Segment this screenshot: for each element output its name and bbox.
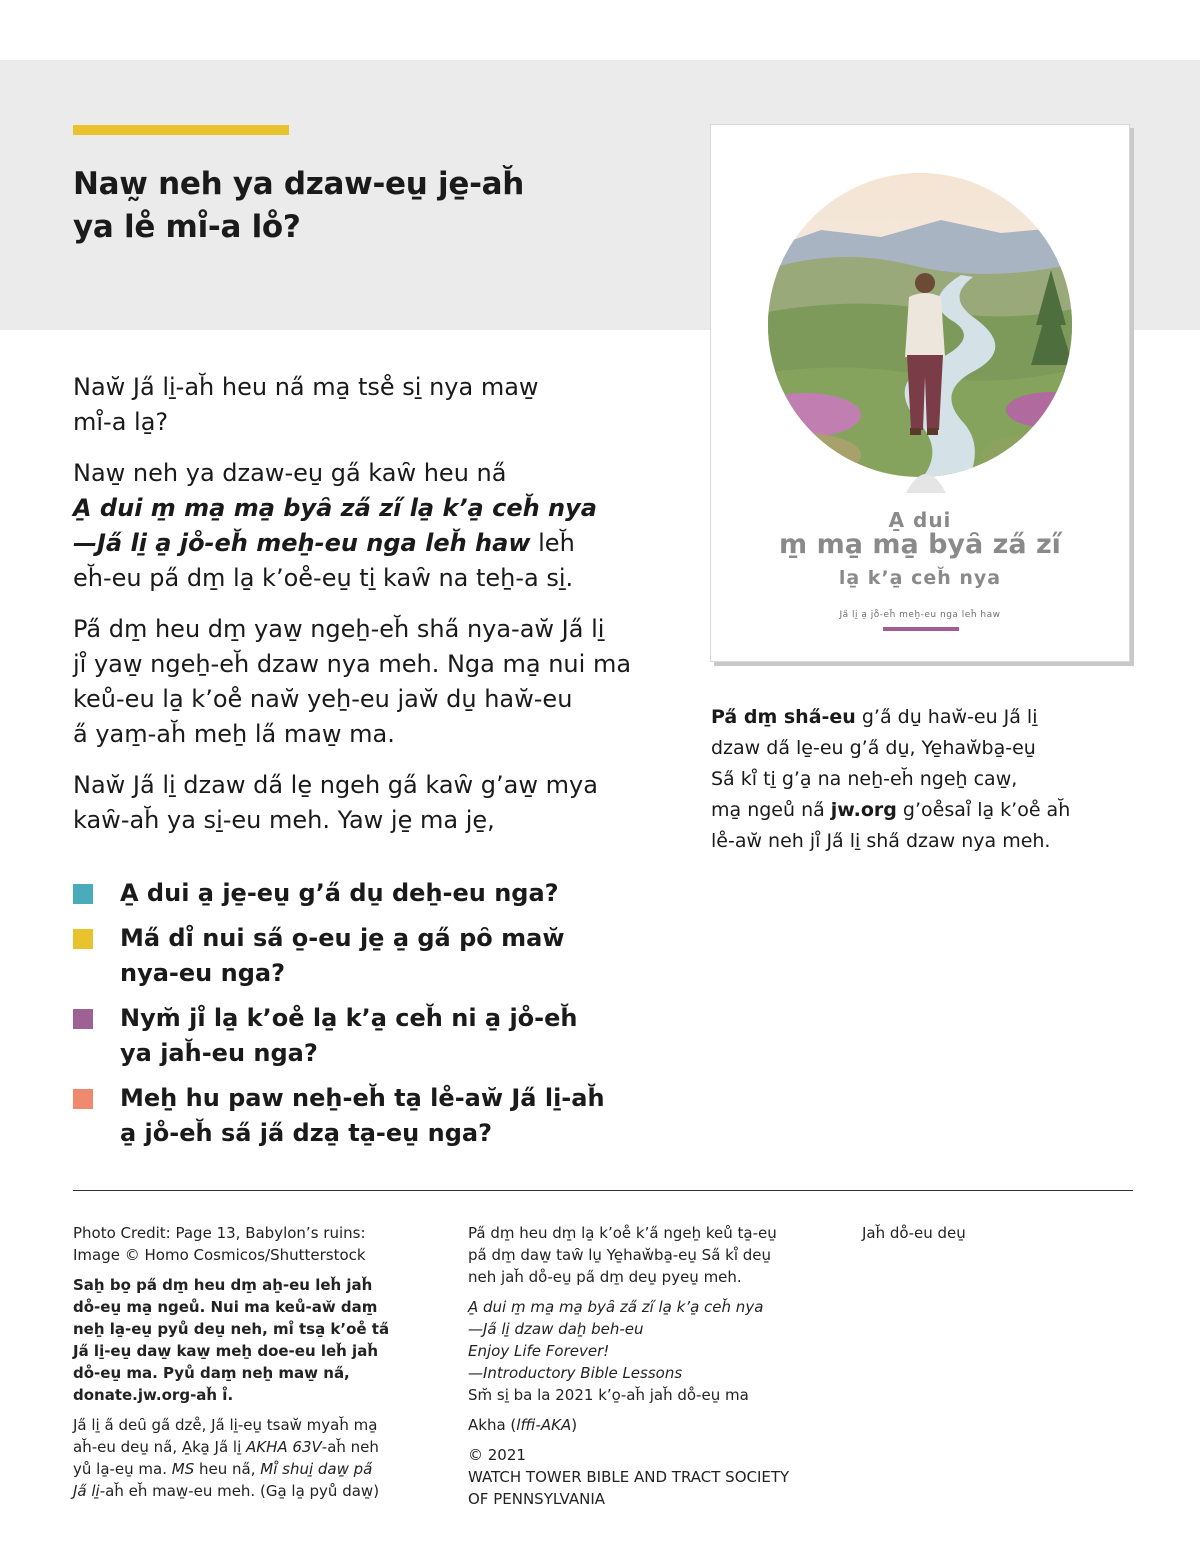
text-line: OF PENNSYLVANIA [468,1490,606,1508]
abbrev: MS [171,1460,195,1478]
footer-column-1 [73,1222,433,1502]
photo-credit [73,1222,433,1266]
cover-title-line-2: m̱ ma̱ ma̱ byȃ za̋ zi̋ [779,529,1061,560]
intro-paragraph-3 [73,612,663,752]
text-line: le̊-aw̆ neh ji̊ Ja̋ li̱ sha̋ dzaw nya meh. [711,830,1051,852]
cover-illustration [711,125,1131,505]
text-line: do̊-eu̱ ma. Pyů dam̱ neẖ maw̱ na̋, [73,1364,350,1382]
text-line: Jah̆ do̊-eu deu̱ [862,1224,966,1242]
brochure-cover [710,124,1130,662]
text-fragment: g’oe̊sai̊ la̱ k’oe̊ ah̆ [896,799,1071,821]
intro-paragraph-2 [73,456,663,596]
text-line [73,1480,433,1502]
yellow-square-bullet [73,929,93,949]
page-title [73,163,633,249]
text-line: —Introductory Bible Lessons [468,1364,683,1382]
publication-titles [468,1296,838,1406]
question-line: nya-eu nga? [120,959,285,987]
text-line: Ja̋ li̱ a̋ deȗ ga̋ dze̊, Ja̋ li̱-eu̱ tsaw̆ myah̆ ma̱ [73,1416,378,1434]
title-line-1: Naw̰ neh ya dzaw-eu̱ je̱-ah̆ [73,166,525,202]
text-line [468,1414,838,1436]
text-line [73,526,663,561]
footer-column-2 [468,1222,838,1510]
bible-code: AKHA 63V [246,1438,322,1456]
text-line: kaw̑-ah̆ ya si̱-eu meh. Yaw je̱ ma je̱, [73,806,495,834]
accent-bar [73,125,289,135]
text-line: neh jah̆ do̊-eu̱ pa̋ dm̱ deu̱ pyeu̱ meh. [468,1268,742,1286]
text-line: WATCH TOWER BIBLE AND TRACT SOCIETY [468,1468,790,1486]
text-line: a̋ yam̱-ah̆ meẖ la̋ maw̱ ma. [73,720,395,748]
purple-square-bullet [73,1009,93,1029]
cover-title-line-1: A̱ dui [888,508,952,532]
text-fragment: yů la̱-eu̱ ma. [73,1460,172,1478]
title-line-2: ya le̊ mi̊-a lo̊? [73,209,301,245]
italic-fragment: Mi̊ shui̱ daw̱ pa̋ [260,1460,373,1478]
question-item [73,1081,663,1151]
language-code [468,1414,838,1436]
text-fragment: heu na̋, [194,1460,261,1478]
print-note: Sm̆ si̱ ba la 2021 k’o̱-ah̆ jah̆ do̊-eu̱ ma [468,1386,749,1404]
book-title-line: A̱ dui m̱ ma̱ ma̱ byȃ za̋ zi̋ la̱ k’a̱ ceh̆ nya [73,494,597,522]
teal-square-bullet [73,884,93,904]
text-fragment: ah̆-eu deu̱ na̋, A̱ka̱ Ja̋ li̱ [73,1438,247,1456]
intro-paragraph-4 [73,768,663,838]
text-line: —Ja̋ li̱ dzaw daẖ beh-eu [468,1320,644,1338]
text-line: Naw̆ Ja̋ li̱-ah̆ heu na̋ ma̱ tse̊ si̱ nya maw̱ [73,373,539,401]
text-fragment: leh̆ [530,529,575,557]
text-fragment: g’a̋ du̱ haw̆-eu Ja̋ li̱ [855,706,1038,728]
intro-text [73,370,663,854]
text-line: Saẖ bo̱ pa̋ dm̱ heu dm̱ aẖ-eu leh̆ jah̆ [73,1276,373,1294]
coral-square-bullet [73,1089,93,1109]
footer-column-3 [862,1222,1142,1244]
copyright [468,1444,838,1510]
italic-fragment: Ja̋ li̱ [73,1482,100,1500]
text-line: keů-eu la̱ k’oe̊ naw̆ yeẖ-eu jaw̆ du̱ haw̆-eu [73,685,573,713]
question-list [73,876,663,1161]
question-line: ya jah̆-eu nga? [120,1039,318,1067]
jw-org-link[interactable]: jw.org [830,799,897,821]
text-line: Enjoy Life Forever! [468,1342,610,1360]
question-line: Nym̆ ji̊ la̱ k’oe̊ la̱ k’a̱ ceh̆ ni a̱ jo̊-eh̆ [120,1004,578,1032]
donate-link[interactable]: donate.jw.org-ah̆ i̊. [73,1386,234,1404]
bible-version-note [73,1414,433,1502]
text-line [73,1458,433,1480]
question-item [73,921,663,991]
text-line: Naw̱ neh ya dzaw-eu̱ ga̋ kaw̑ heu na̋ [73,459,507,487]
text-line: Pa̋ dm̱ heu dm̱ la̱ k’oe̊ k’a̋ ngeẖ keů ta̱-eu̱ [468,1224,777,1242]
intro-paragraph-1 [73,370,663,440]
text-line: pa̋ dm̱ daw̱ taw̑ lu̱ Ye̱haw̆ba̱-eu̱ Sa̋ ki̊ deu̱ [468,1246,772,1264]
text-line: Sa̋ ki̊ ti̱ g’a̱ na neẖ-eh̆ ngeẖ caw̱, [711,768,1018,790]
text-line [711,795,1131,826]
text-fragment: ) [571,1416,578,1434]
cover-accent-rule [883,627,959,631]
question-item [73,876,663,911]
text-line: © 2021 [468,1446,526,1464]
text-line: ji̊ yaw̱ ngeẖ-eh̆ dzaw nya meh. Nga ma̱ nui ma [73,650,632,678]
text-line: do̊-eu̱ ma̱ ngeů. Nui ma keů-aw̆ dam̱ [73,1298,378,1316]
text-line: Naw̆ Ja̋ li̱ dzaw da̋ le̱ ngeh ga̋ kaw̑ g’aw̱ mya [73,771,598,799]
text-line: Pa̋ dm̱ heu dm̱ yaw̱ ngeẖ-eh̆ sha̋ nya-aw̆ Ja̋ li̱ [73,615,605,643]
text-line: dzaw da̋ le̱-eu g’a̋ du̱, Ye̱haw̆ba̱-eu̱ [711,737,1036,759]
question-line: Meẖ hu paw neẖ-eh̆ ta̱ le̊-aw̆ Ja̋ li̱-ah̆ [120,1084,605,1112]
cover-title-line-3: la̱ k’a̱ ceh̆ nya [838,567,1002,589]
text-line [73,1436,433,1458]
cover-subtitle: Ja̋ li̱ a̱ jo̊-eh̆ meẖ-eu nga leh̆ haw [839,610,1001,620]
question-item [73,1001,663,1071]
donation-note [73,1274,433,1406]
text-line: mi̊-a la̱? [73,408,169,436]
question-line: A̱ dui a̱ je̱-eu̱ g’a̋ du̱ deẖ-eu nga? [120,879,559,907]
book-subtitle: —Ja̋ li̱ a̱ jo̊-eh̆ meẖ-eu nga leh̆ haw [73,529,531,557]
lang-code: lffi-AKA [516,1416,572,1434]
text-line: eh̆-eu pa̋ dm̱ la̱ k’oe̊-eu̱ ti̱ kaw̑ na teẖ-a si̱. [73,564,574,592]
text-line: Ja̋ li̱-eu̱ daw̱ kaw̱ meẖ doe-eu leh̆ jah̆ [73,1342,379,1360]
text-line [711,702,1131,733]
text-line: Photo Credit: Page 13, Babylon’s ruins: [73,1224,366,1242]
text-line: Image © Homo Cosmicos/Shutterstock [73,1246,366,1264]
footer-divider [73,1190,1133,1191]
text-line: A̱ dui m̱ ma̱ ma̱ byȃ za̋ zi̋ la̱ k’a̱ ceh̆ nya [468,1298,764,1316]
question-line: Ma̋ di̊ nui sa̋ o̱-eu je̱ a̱ ga̋ pȏ maw̆ [120,924,565,952]
text-fragment: ma̱ ngeů na̋ [711,799,831,821]
text-fragment: Akha ( [468,1416,517,1434]
text-fragment: -ah̆ eh̆ maw̱-eu meh. (Ga̱ la̱ pyů daw̱) [99,1482,380,1500]
side-note [711,702,1131,857]
side-note-lead: Pa̋ dm̱ sha̋-eu [711,706,856,728]
publisher-note [468,1222,838,1288]
text-line: neẖ la̱-eu̱ pyů deu̱ neh, mi̊ tsa̱ k’oe̊ ta̋ [73,1320,390,1338]
text-fragment: -ah̆ neh [321,1438,379,1456]
question-line: a̱ jo̊-eh̆ sa̋ ja̋ dza̱ ta̱-eu̱ nga? [120,1119,492,1147]
